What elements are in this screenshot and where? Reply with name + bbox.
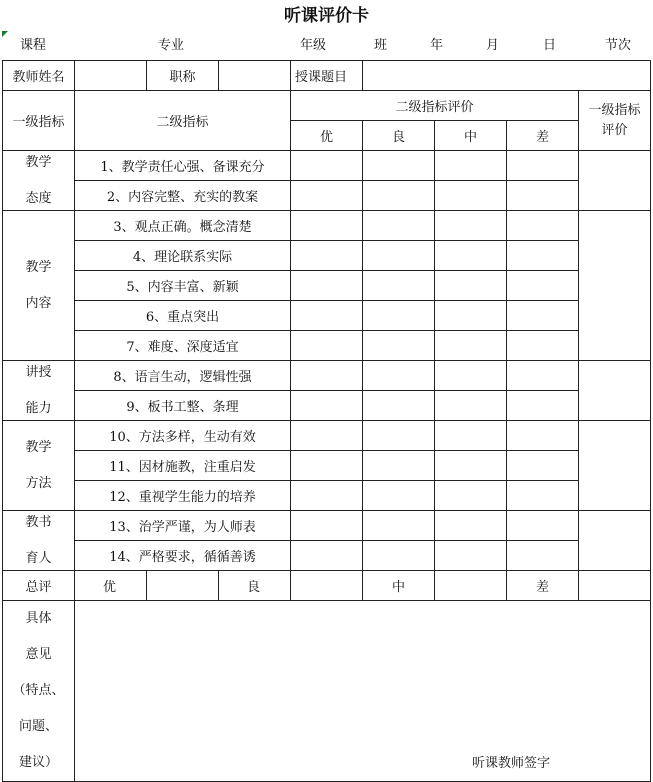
score-cell[interactable] [507,241,579,271]
criterion-item: 12、重视学生能力的培养 [75,481,291,511]
level1-eval-cell[interactable] [579,421,651,511]
score-cell[interactable] [363,181,435,211]
score-cell[interactable] [363,361,435,391]
topic-label: 授课题目 [291,61,363,91]
cell-comment-marker [2,31,8,37]
course-label: 课程 [20,38,47,53]
score-cell[interactable] [435,391,507,421]
score-cell[interactable] [507,541,579,571]
grade-good-header: 良 [363,121,435,151]
rank-label: 职称 [147,61,219,91]
overall-average-label: 中 [363,571,435,601]
score-cell[interactable] [363,271,435,301]
group-label-education: 教书 育人 [3,511,75,571]
score-cell[interactable] [291,211,363,241]
score-cell[interactable] [507,391,579,421]
major-label: 专业 [158,38,185,53]
grade-average-header: 中 [435,121,507,151]
score-cell[interactable] [363,481,435,511]
opinion-label: 具体 意见 （特点、 问题、 建议） [3,601,75,782]
score-cell[interactable] [291,271,363,301]
score-cell[interactable] [291,421,363,451]
score-cell[interactable] [435,541,507,571]
rank-field[interactable] [219,61,291,91]
criterion-item: 6、重点突出 [75,301,291,331]
level1-eval-cell[interactable] [579,151,651,211]
overall-label: 总评 [3,571,75,601]
criterion-item: 13、治学严谨，为人师表 [75,511,291,541]
group-label-delivery: 讲授 能力 [3,361,75,421]
overall-poor-box[interactable] [579,571,651,601]
score-cell[interactable] [435,301,507,331]
score-cell[interactable] [291,451,363,481]
score-cell[interactable] [291,181,363,211]
criterion-item: 3、观点正确。概念清楚 [75,211,291,241]
criterion-item: 7、难度、深度适宜 [75,331,291,361]
level2-eval-header: 二级指标评价 [291,91,579,121]
level1-eval-cell[interactable] [579,511,651,571]
score-cell[interactable] [507,301,579,331]
score-cell[interactable] [435,331,507,361]
score-cell[interactable] [291,391,363,421]
level1-eval-cell[interactable] [579,361,651,421]
score-cell[interactable] [435,181,507,211]
evaluation-table [2,60,651,782]
score-cell[interactable] [363,391,435,421]
month-label: 月 [486,38,500,53]
criterion-item: 1、教学责任心强、备课充分 [75,151,291,181]
teacher-name-field[interactable] [75,61,147,91]
score-cell[interactable] [435,241,507,271]
score-cell[interactable] [291,241,363,271]
criterion-item: 10、方法多样，生动有效 [75,421,291,451]
criterion-item: 4、理论联系实际 [75,241,291,271]
overall-excellent-label: 优 [75,571,147,601]
group-label-attitude: 教学 态度 [3,151,75,211]
criterion-item: 9、板书工整、条理 [75,391,291,421]
score-cell[interactable] [363,451,435,481]
score-cell[interactable] [435,211,507,241]
signature-label: 听课教师签字 [471,756,550,771]
score-cell[interactable] [291,361,363,391]
level1-eval-cell[interactable] [579,211,651,361]
criterion-item: 11、因材施教，注重启发 [75,451,291,481]
grade-label: 年级 [300,38,327,53]
score-cell[interactable] [291,331,363,361]
score-cell[interactable] [507,481,579,511]
score-cell[interactable] [507,421,579,451]
overall-poor-label: 差 [507,571,579,601]
level1-header: 一级指标 [3,91,75,151]
score-cell[interactable] [291,541,363,571]
score-cell[interactable] [435,481,507,511]
card-title: 听课评价卡 [284,6,369,26]
score-cell[interactable] [363,151,435,181]
level1-eval-header: 一级指标 评价 [579,91,651,151]
score-cell[interactable] [291,151,363,181]
score-cell[interactable] [507,271,579,301]
opinion-field[interactable] [75,601,651,782]
score-cell[interactable] [291,301,363,331]
teacher-name-label: 教师姓名 [3,61,75,91]
score-cell[interactable] [291,481,363,511]
score-cell[interactable] [435,271,507,301]
score-cell[interactable] [435,361,507,391]
topic-field[interactable] [363,61,651,91]
score-cell[interactable] [507,451,579,481]
criterion-item: 2、内容完整、充实的教案 [75,181,291,211]
day-label: 日 [543,38,557,53]
criterion-item: 14、严格要求，循循善诱 [75,541,291,571]
level2-header: 二级指标 [75,91,291,151]
score-cell[interactable] [363,331,435,361]
overall-good-label: 良 [219,571,291,601]
score-cell[interactable] [507,511,579,541]
score-cell[interactable] [363,541,435,571]
year-label: 年 [430,38,444,53]
score-cell[interactable] [507,361,579,391]
overall-good-box[interactable] [291,571,363,601]
score-cell[interactable] [435,511,507,541]
score-cell[interactable] [507,181,579,211]
criterion-item: 5、内容丰富、新颖 [75,271,291,301]
grade-excellent-header: 优 [291,121,363,151]
overall-excellent-box[interactable] [147,571,219,601]
score-cell[interactable] [363,241,435,271]
score-cell[interactable] [435,421,507,451]
period-label: 节次 [605,38,632,53]
score-cell[interactable] [507,151,579,181]
grade-poor-header: 差 [507,121,579,151]
score-cell[interactable] [363,511,435,541]
score-cell[interactable] [363,211,435,241]
class-label: 班 [374,38,388,53]
score-cell[interactable] [363,421,435,451]
score-cell[interactable] [435,451,507,481]
score-cell[interactable] [363,301,435,331]
score-cell[interactable] [507,211,579,241]
score-cell[interactable] [507,331,579,361]
criterion-item: 8、语言生动，逻辑性强 [75,361,291,391]
score-cell[interactable] [435,151,507,181]
group-label-content: 教学 内容 [3,211,75,361]
score-cell[interactable] [291,511,363,541]
group-label-method: 教学 方法 [3,421,75,511]
overall-average-box[interactable] [435,571,507,601]
